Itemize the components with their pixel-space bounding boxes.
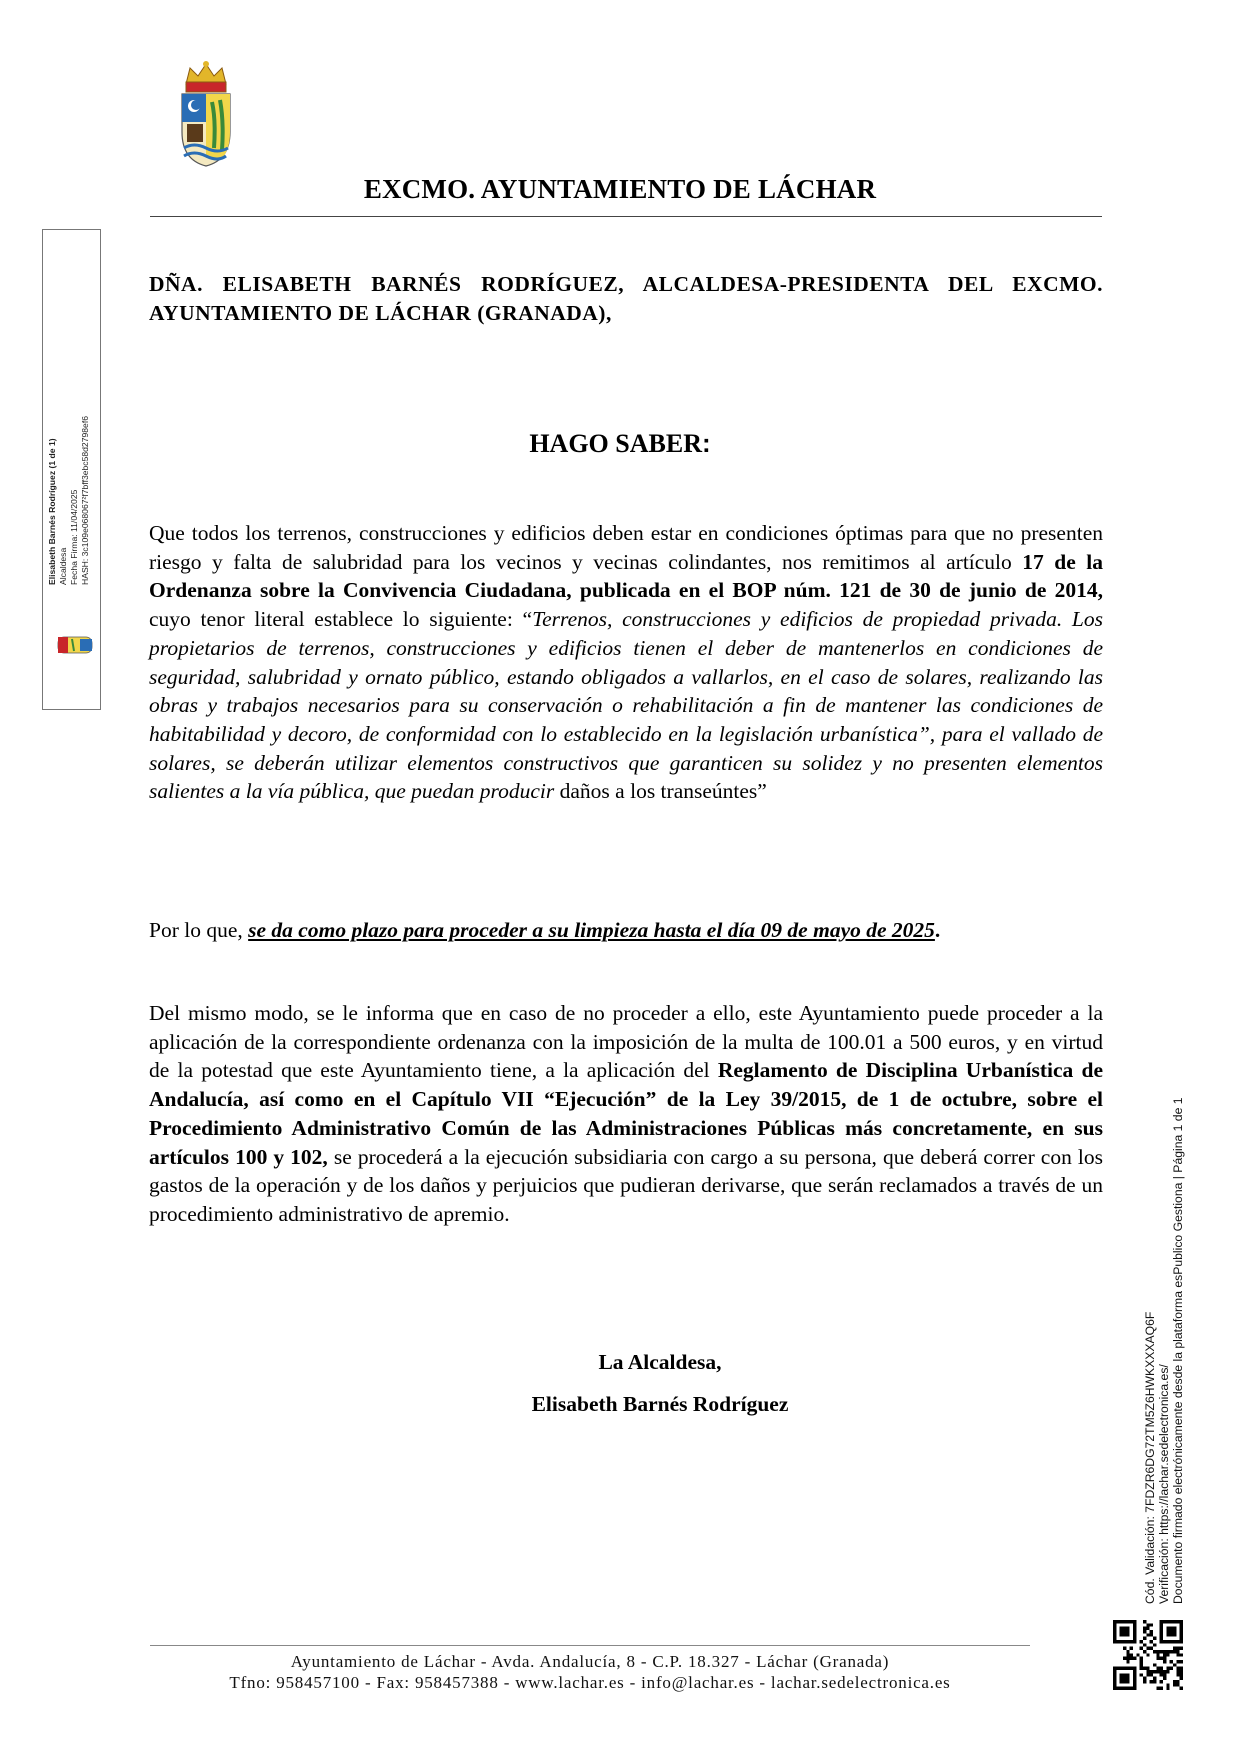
p1-ending: daños a los transeúntes” (554, 779, 767, 804)
p3-intro: Del mismo modo, se le informa que en caso de no proceder a ello, este Ayuntamiento puede proceder a la aplicación de la correspondiente ordenanza con la imposición de la multa de 100.01 a 500 euros, y en virtud de la potestad que este Ayuntamiento tiene, a la aplicación del (149, 1001, 1103, 1083)
heading-text: HAGO SABER (529, 429, 702, 458)
platform-note: Documento firmado electrónicamente desde la plataforma esPublico Gestiona | Página 1 de 1 (1171, 1097, 1185, 1604)
coat-of-arms-logo (176, 60, 236, 170)
p1-after-ref: cuyo tenor literal establece lo siguiente: “ (149, 607, 533, 632)
qr-code-icon (1113, 1620, 1183, 1690)
p2-intro: Por lo que, (149, 918, 249, 942)
heading-colon: : (701, 428, 711, 458)
verification-url: Verificación: https://lachar.sedelectronica.es/ (1157, 1364, 1171, 1604)
p3-regulation-ref: Reglamento de Disciplina Urbanística de Andalucía, así como en el Capítulo VII “Ejecución” de la Ley 39/2015, de 1 de octubre, sobre el Procedimiento Administrativo Común de las Administraciones Públicas más concretamente, en sus artículos 100 y 102, (149, 1058, 1103, 1169)
title-divider (150, 216, 1102, 217)
validation-code: Cód. Validación: 7FDZR6DG72TM5Z6HWKXXXAQ6F (1143, 1311, 1157, 1604)
verification-text (1143, 1084, 1185, 1604)
signature-stamp-text (47, 345, 91, 585)
stamp-date: Fecha Firma: 11/04/2025 (69, 489, 79, 585)
paragraph-ordinance (149, 519, 1103, 806)
footer-divider (150, 1645, 1030, 1646)
footer-contact: Tfno: 958457100 - Fax: 958457388 - www.lachar.es - info@lachar.es - lachar.sedelectronica.es (229, 1673, 951, 1692)
addressee: DÑA. ELISABETH BARNÉS RODRÍGUEZ, ALCALDESA-PRESIDENTA DEL EXCMO. AYUNTAMIENTO DE LÁCHAR (GRANADA), (149, 272, 1103, 325)
paragraph-deadline (149, 916, 1103, 945)
p3-ending: se procederá a la ejecución subsidiaria con cargo a su persona, que deberá correr con los gastos de la operación y de los daños y perjuicios que pudieran derivarse, que serán reclamados a través de un procedimiento administrativo de apremio. (149, 1144, 1103, 1226)
signature-name: Elisabeth Barnés Rodríguez (531, 1392, 789, 1416)
stamp-hash: HASH: 3c109e068067²f7bff3ebc58d2798ef6 (80, 416, 90, 585)
p2-deadline: se da como plazo para proceder a su limpieza hasta el día 09 de mayo de 2025 (248, 918, 935, 942)
p1-intro: Que todos los terrenos, construcciones y edificios deben estar en condiciones óptimas para que no presenten riesgo y falta de salubridad para los vecinos y vecinas colindantes, nos remitimos al artículo (149, 521, 1103, 574)
footer-address: Ayuntamiento de Láchar - Avda. Andalucía, 8 - C.P. 18.327 - Láchar (Granada) (290, 1652, 890, 1671)
stamp-signer: Elisabeth Barnés Rodríguez (1 de 1) (47, 438, 57, 585)
page-title: EXCMO. AYUNTAMIENTO DE LÁCHAR (363, 174, 877, 204)
stamp-role: Alcaldesa (58, 547, 68, 585)
paragraph-penalty (149, 999, 1103, 1229)
signature-role: La Alcaldesa, (598, 1350, 722, 1374)
section-heading (150, 428, 1090, 459)
p1-ordinance-ref: 17 de la Ordenanza sobre la Convivencia Ciudadana, publicada en el BOP núm. 121 de 30 de junio de 2014, (149, 549, 1103, 603)
p2-end: . (934, 918, 941, 942)
p1-quote: Terrenos, construcciones y edificios de propiedad privada. Los propietarios de terrenos, construcciones y edificios tienen el deber de mantenerlos en condiciones de seguridad, salubridad y ornato público, estando obligados a vallarlos, en el caso de solares, realizando las obras y trabajos necesarios para su conservación o rehabilitación a fin de mantener las condiciones de habitabilidad y decoro, de conformidad con lo establecido en la legislación urbanística”, para el vallado de solares, se deberán utilizar elementos constructivos que garanticen su solidez y no presenten elementos salientes a la vía pública, que puedan producir (149, 607, 1103, 804)
stamp-logo (50, 629, 100, 659)
